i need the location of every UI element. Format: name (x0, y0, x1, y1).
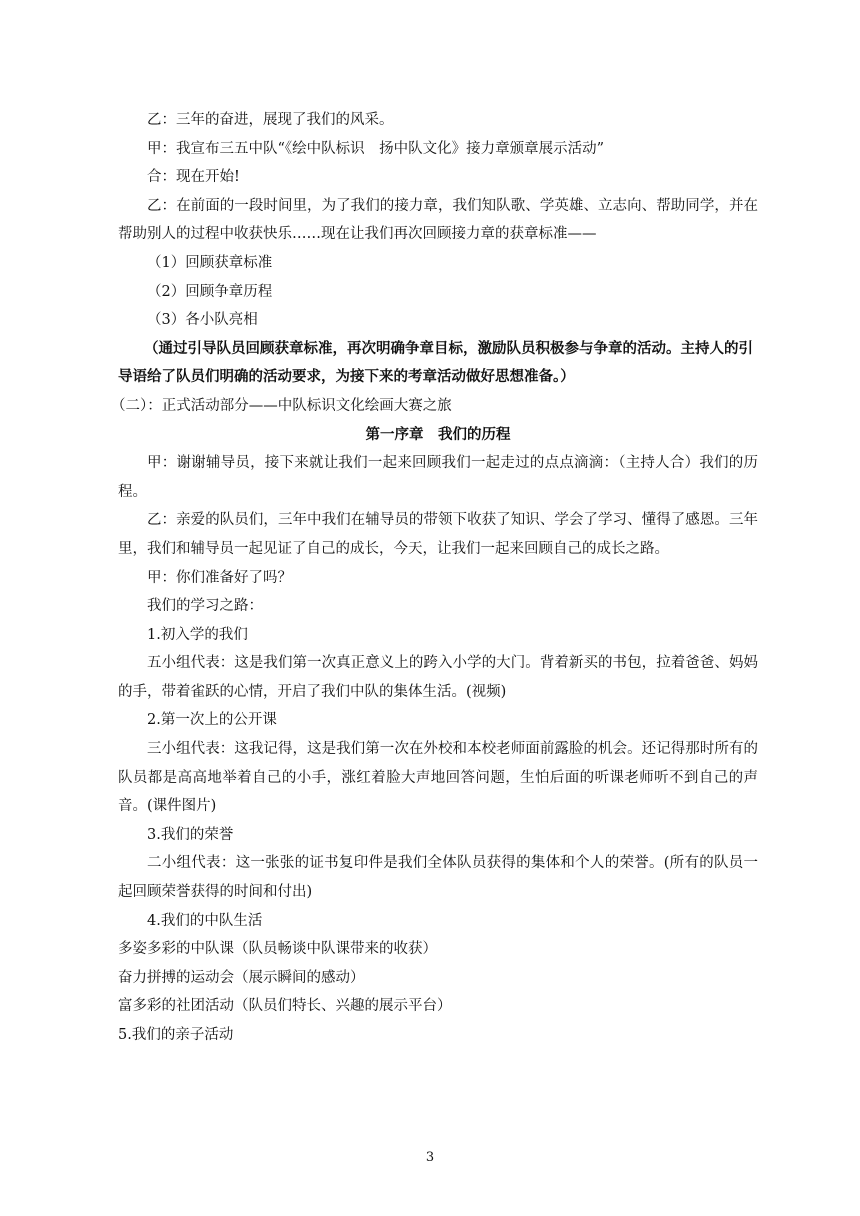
paragraph-7: 甲：你们准备好了吗？ (147, 569, 292, 586)
paragraph-11: 二小组代表：这一张张的证书复印件是我们全体队员获得的集体和个人的荣誉。(所有的队员一起回顾荣誉获得的时间和付出) (118, 855, 758, 901)
page-number: 3 (425, 1150, 435, 1165)
list-item-1: （1）回顾获章标准 (147, 254, 273, 271)
item-heading-1: 1.初入学的我们 (147, 626, 248, 643)
paragraph-10: 三小组代表：这我记得，这是我们第一次在外校和本校老师面前露脸的机会。还记得那时所有的队员都是高高地举着自己的小手，涨红着脸大声地回答问题，生怕后面的听课老师听不到自己的声音。(课件图片) (118, 741, 758, 815)
item-heading-5: 5.我们的亲子活动 (118, 1027, 234, 1043)
item-heading-3: 3.我们的荣誉 (147, 826, 234, 843)
paragraph-5: 甲：谢谢辅导员，接下来就让我们一起来回顾我们一起走过的点点滴滴：（主持人合）我们的历程。 (118, 455, 758, 500)
item-heading-4: 4.我们的中队生活 (147, 912, 263, 929)
document-body (111, 106, 758, 1050)
paragraph-2: 甲：我宣布三五中队“《绘中队标识 扬中队文化》接力章颁章展示活动” (147, 140, 605, 157)
section-heading: （二）：正式活动部分——中队标识文化绘画大赛之旅 (111, 397, 452, 414)
paragraph-3: 合：现在开始! (147, 169, 240, 186)
item-heading-2: 2.第一次上的公开课 (147, 712, 277, 729)
paragraph-1: 乙：三年的奋进，展现了我们的风采。 (147, 112, 394, 128)
bold-note: （通过引导队员回顾获章标准，再次明确争章目标，激励队员积极参与争章的活动。主持人的引导语给了队员们明确的活动要求，为接下来的考章活动做好思想准备。） (118, 339, 753, 386)
paragraph-14: 富多彩的社团活动（队员们特长、兴趣的展示平台） (118, 998, 452, 1015)
paragraph-13: 奋力拼搏的运动会（展示瞬间的感动） (118, 969, 365, 986)
list-item-2: （2）回顾争章历程 (147, 283, 273, 300)
list-item-3: （3）各小队亮相 (147, 312, 258, 329)
paragraph-6: 乙：亲爱的队员们，三年中我们在辅导员的带领下收获了知识、学会了学习、懂得了感恩。三年里，我们和辅导员一起见证了自己的成长，今天，让我们一起来回顾自己的成长之路。 (118, 512, 758, 557)
paragraph-8: 我们的学习之路： (147, 598, 263, 615)
paragraph-4: 乙：在前面的一段时间里，为了我们的接力章，我们知队歌、学英雄、立志向、帮助同学，并在帮助别人的过程中收获快乐……现在让我们再次回顾接力章的获章标准—— (118, 197, 758, 243)
paragraph-9: 五小组代表：这是我们第一次真正意义上的跨入小学的大门。背着新买的书包，拉着爸爸、妈妈的手，带着雀跃的心情，开启了我们中队的集体生活。(视频) (118, 655, 758, 700)
paragraph-12: 多姿多彩的中队课（队员畅谈中队课带来的收获） (118, 941, 437, 958)
chapter-title: 第一序章 我们的历程 (365, 425, 511, 443)
